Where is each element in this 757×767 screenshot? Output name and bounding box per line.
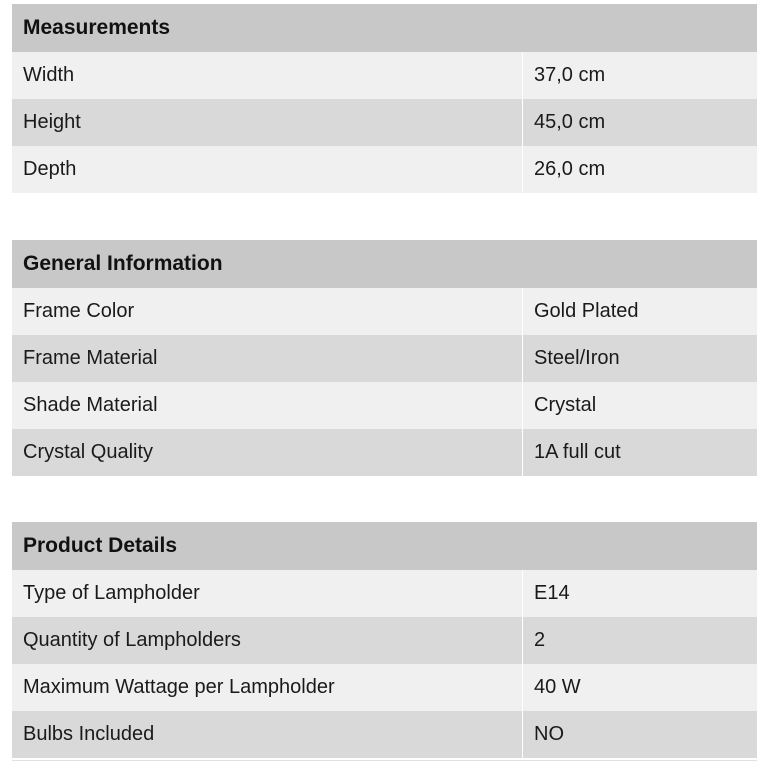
row-value: 26,0 cm	[522, 146, 757, 193]
row-value: Crystal	[522, 382, 757, 429]
row-value: E14	[522, 570, 757, 617]
table-row	[12, 570, 757, 617]
divider	[12, 760, 757, 761]
table-row	[12, 52, 757, 99]
row-value: 45,0 cm	[522, 99, 757, 146]
row-label: Shade Material	[23, 394, 158, 416]
table-row	[12, 335, 757, 382]
table-row	[12, 146, 757, 193]
row-label: Type of Lampholder	[23, 582, 200, 604]
row-label: Crystal Quality	[23, 441, 154, 463]
row-label: Quantity of Lampholders	[23, 629, 241, 651]
row-value: 40 W	[522, 664, 757, 711]
row-value: NO	[522, 711, 757, 758]
general-information-table	[12, 240, 757, 476]
table-row	[12, 664, 757, 711]
row-label: Frame Material	[23, 347, 158, 369]
table-row	[12, 99, 757, 146]
row-value: Steel/Iron	[522, 335, 757, 382]
measurements-table	[12, 4, 757, 193]
row-label: Maximum Wattage per Lampholder	[23, 676, 335, 698]
row-value: Gold Plated	[522, 288, 757, 335]
row-value: 1A full cut	[522, 429, 757, 476]
general-information-header: General Information	[12, 240, 757, 288]
row-label: Depth	[23, 158, 77, 180]
row-label: Bulbs Included	[23, 723, 155, 745]
table-row	[12, 288, 757, 335]
row-label: Width	[23, 64, 75, 86]
product-details-header: Product Details	[12, 522, 757, 570]
row-label: Frame Color	[23, 300, 135, 322]
product-details-table	[12, 522, 757, 758]
table-row	[12, 382, 757, 429]
table-row	[12, 617, 757, 664]
row-value: 2	[522, 617, 757, 664]
row-label: Height	[23, 111, 81, 133]
table-row	[12, 711, 757, 758]
row-value: 37,0 cm	[522, 52, 757, 99]
table-row	[12, 429, 757, 476]
measurements-header: Measurements	[12, 4, 757, 52]
